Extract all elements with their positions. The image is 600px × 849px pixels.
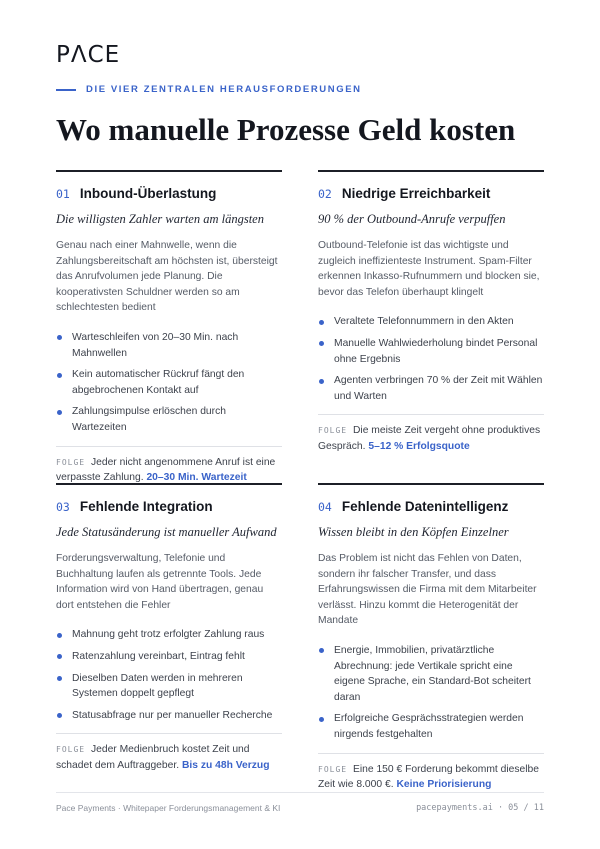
result-tag: FOLGE [318,426,348,436]
card-bullets [56,330,282,436]
bullet-item: Energie, Immobilien, privatärztliche Abrechnung: jede Vertikale spricht eine eigene Sprache, ein Standard-Bot scheitert daran [318,643,544,705]
challenge-card-integration [56,483,282,774]
card-title-text: Niedrige Erreichbarkeit [341,186,491,201]
bullet-item: Ratenzahlung vereinbart, Eintrag fehlt [56,649,282,665]
card-subtitle: Wissen bleibt in den Köpfen Einzelner [318,525,509,539]
card-body: Genau nach einer Mahnwelle, wenn die Zahlungsbereitschaft am höchsten ist, übersteigt das Anrufvolumen jede Planung. Die kooperativsten Schuldner werden so am schlechtesten bedient [56,240,278,314]
result-highlight: 20–30 Min. Wartezeit [146,472,247,484]
bullet-item: Erfolgreiche Gesprächsstrategien werden nirgends festgehalten [318,711,544,742]
challenge-card-data-intelligence [318,483,544,793]
card-title-text: Fehlende Integration [79,499,213,514]
card-subtitle: 90 % der Outbound-Anrufe verpuffen [318,212,506,226]
challenge-card-reachability [318,170,544,455]
result-text: Die meiste Zeit vergeht ohne produktives Gespräch. [318,425,541,452]
card-subtitle: Die willigsten Zahler warten am längsten [56,212,264,226]
card-title [56,499,282,514]
bullet-item: Statusabfrage nur per manueller Recherche [56,708,282,724]
bullet-item: Dieselben Daten werden in mehreren Systemen doppelt gepflegt [56,671,282,702]
card-number: 04 [318,500,332,514]
card-result [318,753,544,793]
bullet-item: Mahnung geht trotz erfolgter Zahlung raus [56,627,282,643]
footer-page-info: pacepayments.ai · 05 / 11 [416,803,544,813]
card-body: Outbound-Telefonie ist das wichtigste und zugleich ineffizienteste Instrument. Spam-Filter erkennen Inkasso-Rufnummern und blocken sie, bevor das Telefon überhaupt klingelt [318,240,540,298]
card-result [56,733,282,773]
result-text: Jeder Medienbruch kostet Zeit und schadet dem Auftraggeber. [56,744,250,771]
result-text: Jeder nicht angenommene Anruf ist eine verpasste Zahlung. [56,456,276,484]
card-number: 03 [56,500,70,514]
card-body: Das Problem ist nicht das Fehlen von Daten, sondern ihr falscher Transfer, und dass Erfahrungswissen die Firma mit dem Mitarbeiter verlässt. Hinzu kommt die Heterogenität der Mandate [318,553,537,627]
eyebrow-rule [56,89,76,91]
result-highlight: Keine Priorisierung [396,779,492,791]
card-result [56,446,282,486]
card-result [318,414,544,454]
card-title-text: Inbound-Überlastung [79,186,217,201]
section-eyebrow [56,84,362,95]
card-bullets [56,627,282,723]
result-text: Eine 150 € Forderung bekommt dieselbe Zeit wie 8.000 €. [318,763,539,791]
card-title [318,186,544,201]
card-body: Forderungsverwaltung, Telefonie und Buchhaltung laufen als getrennte Tools. Jede Information wird von Hand übertragen, genau dort entstehen die Fehler [56,553,264,611]
footer-left: Pace Payments · Whitepaper Forderungsmanagement & KI [56,803,281,813]
page-footer [56,792,544,813]
result-highlight: Bis zu 48h Verzug [181,759,270,771]
result-tag: FOLGE [56,745,86,755]
page-title: Wo manuelle Prozesse Geld kosten [56,112,516,147]
bullet-item: Veraltete Telefonnummern in den Akten [318,314,544,330]
card-bullets [318,643,544,743]
card-number: 02 [318,187,332,201]
bullet-item: Agenten verbringen 70 % der Zeit mit Wählen und Warten [318,373,544,404]
result-highlight: 5–12 % Erfolgsquote [368,440,470,452]
card-subtitle: Jede Statusänderung ist manueller Aufwand [56,525,277,539]
card-title [318,499,544,514]
pace-logo: PΛCE [56,42,121,68]
card-bullets [318,314,544,404]
result-tag: FOLGE [318,764,348,774]
eyebrow-label: DIE VIER ZENTRALEN HERAUSFORDERUNGEN [86,84,362,95]
result-tag: FOLGE [56,457,86,467]
card-number: 01 [56,187,70,201]
bullet-item: Zahlungsimpulse erlöschen durch Wartezeiten [56,404,282,435]
challenge-card-inbound [56,170,282,486]
bullet-item: Manuelle Wahlwiederholung bindet Personal ohne Ergebnis [318,336,544,367]
bullet-item: Kein automatischer Rückruf fängt den abgebrochenen Kontakt auf [56,367,282,398]
bullet-item: Warteschleifen von 20–30 Min. nach Mahnwellen [56,330,282,361]
card-title-text: Fehlende Datenintelligenz [341,499,509,514]
card-title [56,186,282,201]
